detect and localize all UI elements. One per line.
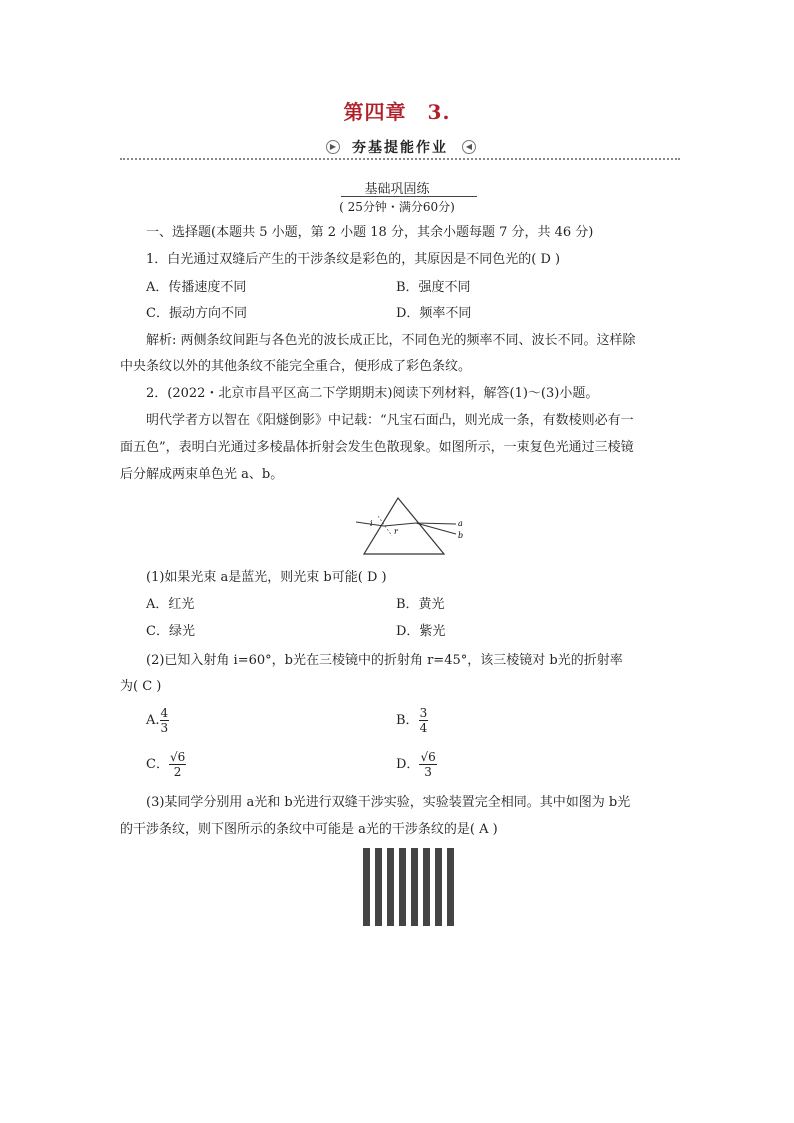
section-banner: [120, 136, 680, 160]
q2-1-stem: (1)如果光束 a是蓝光，则光束 b可能( D ): [146, 570, 387, 585]
q2-material-3: 后分解成两束单色光 a、b。: [120, 467, 284, 482]
q2-3-stem-2: 的干涉条纹，则下图所示的条纹中可能是 a光的干涉条纹的是( A ): [120, 822, 498, 837]
fringe-bar: [375, 848, 382, 926]
arrow-right-icon: ▶: [326, 140, 340, 154]
section-name: 基础巩固练: [364, 182, 430, 197]
fringe-bar: [423, 848, 430, 926]
q2-1-option-d: D．紫光: [396, 624, 446, 639]
label-a: a: [458, 519, 463, 528]
q2-2-option-a: A. $\frac{4}{3}$: [146, 706, 169, 735]
q2-2-option-d: D． $\frac{√6}{3}$: [396, 750, 436, 779]
fringe-bar: [399, 848, 406, 926]
banner-title: 夯基提能作业: [352, 140, 448, 156]
q2-material-2: 面五色”，表明白光通过多棱晶体折射会发生色散现象。如图所示，一束复色光通过三棱镜: [120, 440, 634, 455]
label-i: i: [370, 519, 373, 528]
q2-1-option-a: A．红光: [146, 597, 195, 612]
section-rule: [341, 196, 477, 197]
q1-option-d: D．频率不同: [396, 306, 472, 321]
fringe-bar: [411, 848, 418, 926]
q1-stem: 1．白光通过双缝后产生的干涉条纹是彩色的，其原因是不同色光的( D ): [146, 252, 561, 267]
q1-option-a: A．传播速度不同: [146, 280, 247, 295]
q2-stem: 2．(2022・北京市昌平区高二下学期期末)阅读下列材料，解答(1)～(3)小题。: [146, 386, 599, 401]
label-b: b: [458, 531, 464, 540]
q1-option-b: B．强度不同: [396, 280, 471, 295]
section-time: ( 25分钟・满分60分): [339, 200, 455, 214]
fringe-bar: [363, 848, 370, 926]
prism-figure: [354, 496, 470, 556]
q2-1-option-c: C．绿光: [146, 624, 195, 639]
q2-2-stem-1: (2)已知入射角 i=60°，b光在三棱镜中的折射角 r=45°，该三棱镜对 b光的折射率: [146, 653, 623, 668]
q2-3-stem-1: (3)某同学分别用 a光和 b光进行双缝干涉实验，实验装置完全相同。其中如图为 b光: [146, 795, 631, 810]
q1-analysis-1: 解析: 两侧条纹间距与各色光的波长成正比，不同色光的频率不同、波长不同。这样除: [146, 333, 636, 348]
q2-material-1: 明代学者方以智在《阳燧倒影》中记载：“凡宝石面凸，则光成一条，有数棱则必有一: [146, 413, 634, 428]
q2-2-option-c: C． $\frac{√6}{2}$: [146, 750, 186, 779]
fringe-bar: [435, 848, 442, 926]
interference-fringes-figure: [363, 848, 459, 926]
dotted-divider: [120, 158, 680, 160]
q1-analysis-2: 中央条纹以外的其他条纹不能完全重合，便形成了彩色条纹。: [120, 359, 472, 374]
part-heading: 一、选择题(本题共 5 小题，第 2 小题 18 分，其余小题每题 7 分，共 46 分): [146, 225, 594, 240]
q2-1-option-b: B．黄光: [396, 597, 445, 612]
q2-2-option-b: B． $\frac{3}{4}$: [396, 706, 428, 735]
chapter-title: 第四章 3.: [343, 100, 451, 124]
q1-option-c: C．振动方向不同: [146, 306, 247, 321]
fringe-bar: [387, 848, 394, 926]
arrow-left-icon: ◀: [462, 140, 476, 154]
label-r: r: [394, 527, 398, 536]
q2-2-stem-2: 为( C ): [120, 679, 162, 694]
fringe-bar: [447, 848, 454, 926]
